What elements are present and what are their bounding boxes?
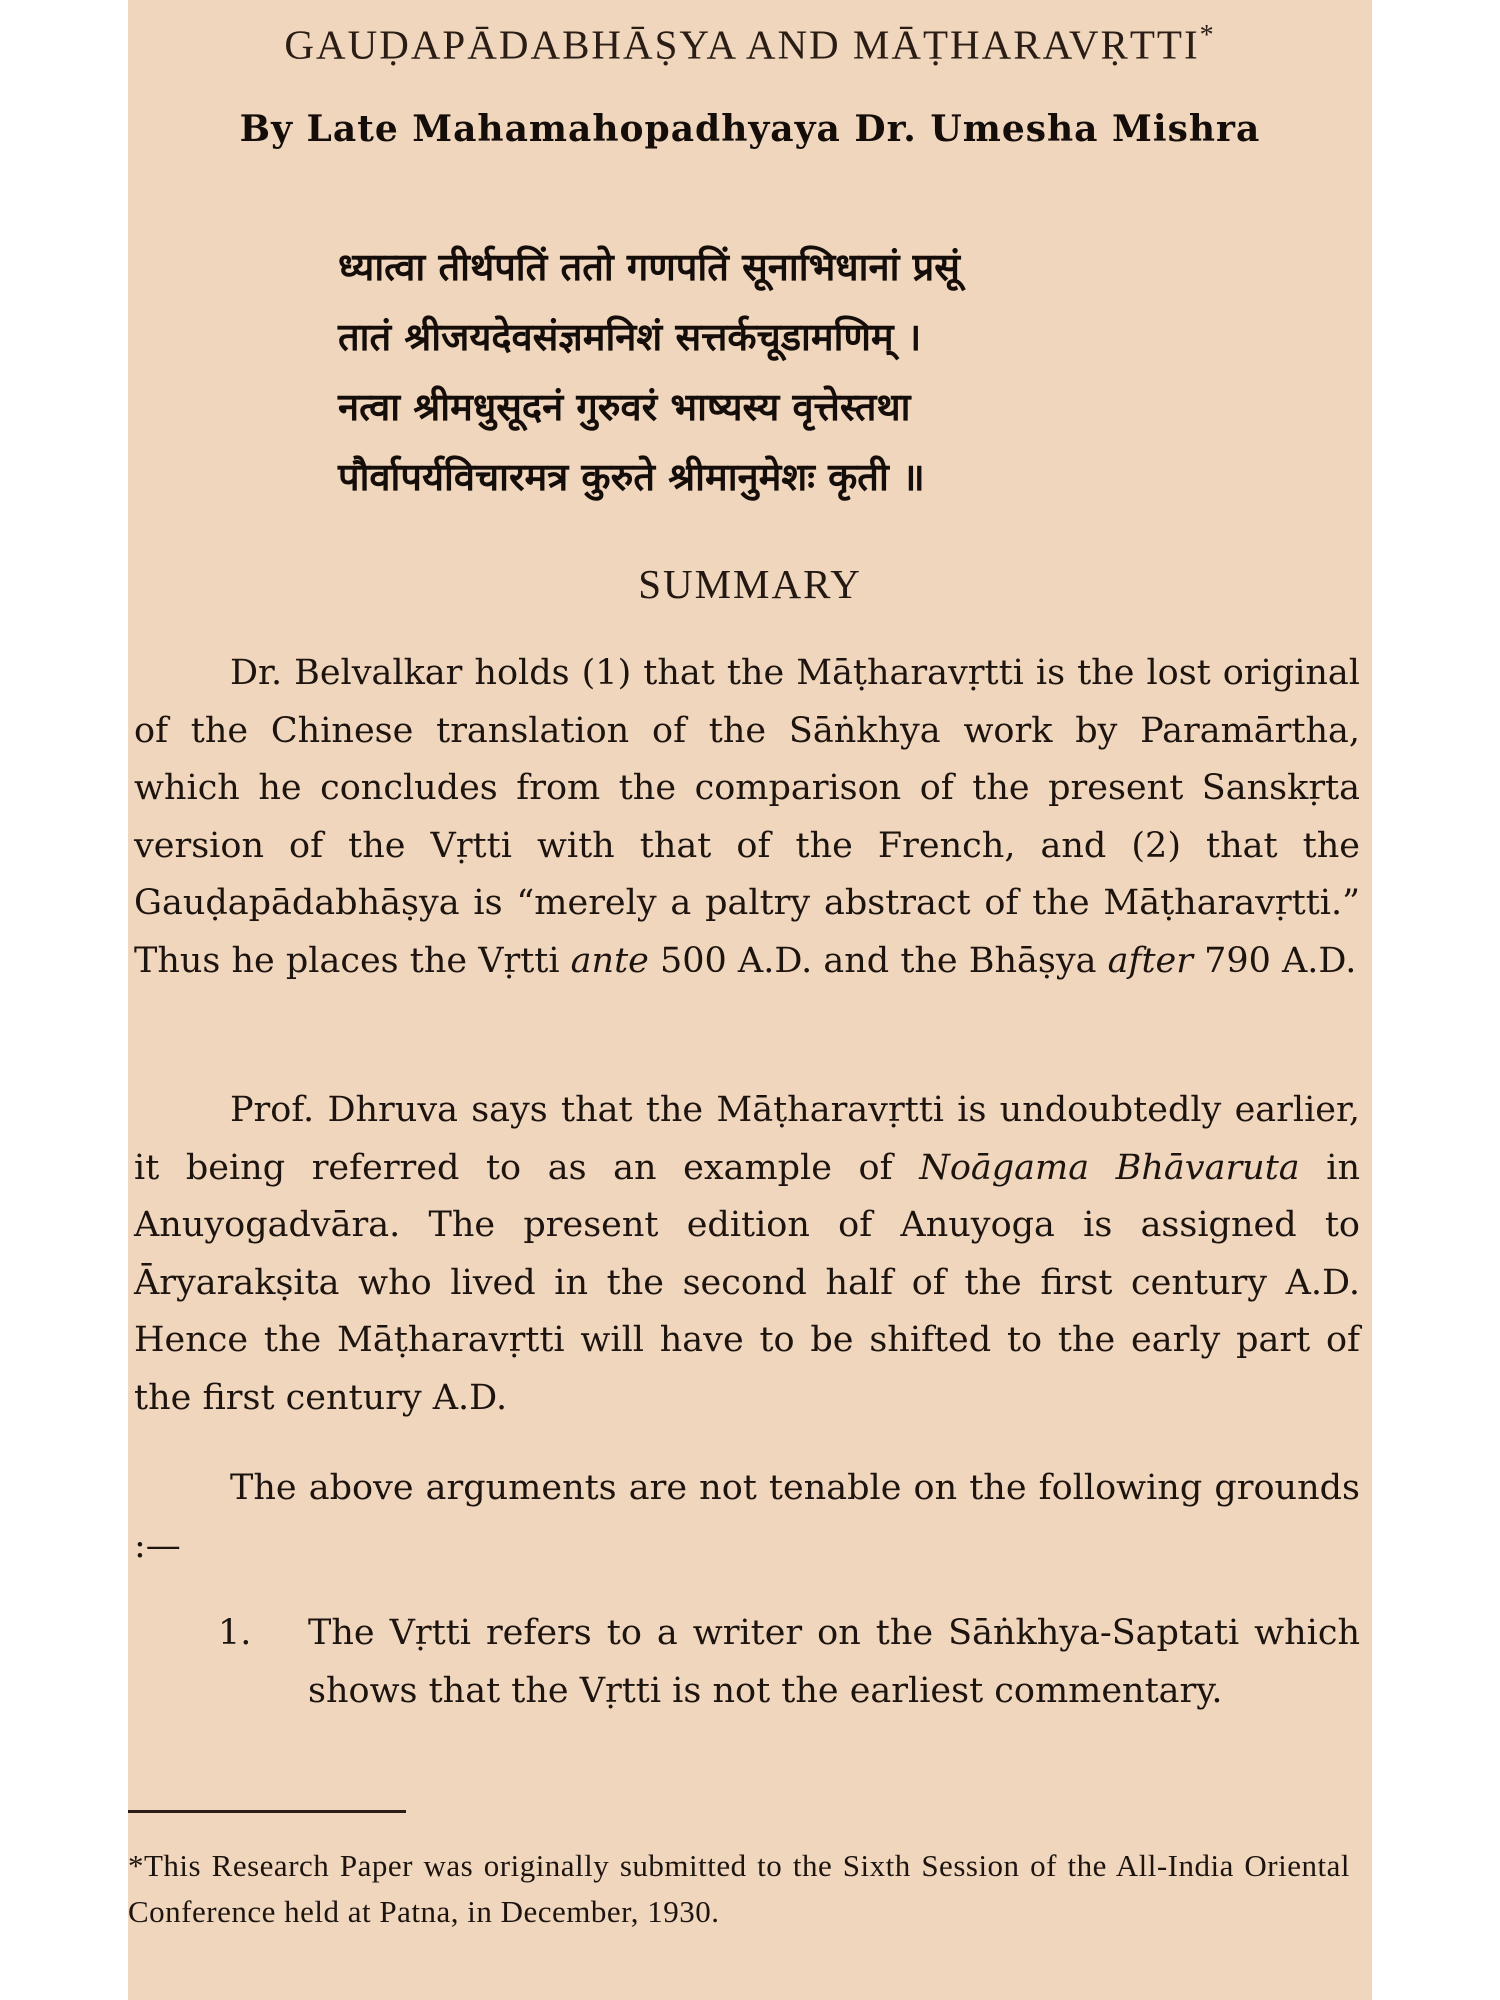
paragraph-dhruva: Prof. Dhruva says that the Māṭharavṛtti is undoubtedly earlier, it being referred to as an example of Noāgama Bhāvaruta in Anuyogadvāra. The present edition of Anuyoga is assigned to Āryarakṣita who lived in the second half of the first century A.D. Hence the Māṭharavṛtti will have to be shifted to the early part of the first century A.D.: [134, 1090, 1360, 1418]
footnote-mark: *: [128, 1848, 144, 1883]
title-footnote-mark: *: [1199, 20, 1216, 51]
verse-line: तातं श्रीजयदेवसंज्ञमनिशं सत्तर्कचूडामणिम् ।: [338, 315, 922, 359]
list-item: [218, 1605, 1360, 1720]
paper-title: [128, 20, 1372, 69]
document-page: [128, 0, 1372, 2000]
sanskrit-verses: [338, 232, 1158, 512]
list-item-text: The Vṛtti refers to a writer on the Sāṅkhya-Saptati which shows that the Vṛtti is not the earliest commentary.: [308, 1613, 1360, 1711]
paragraph-arguments: The above arguments are not tenable on the following grounds :—: [134, 1468, 1360, 1566]
summary-heading: SUMMARY: [638, 561, 862, 607]
title-text: GAUḌAPĀDABHĀṢYA AND MĀṬHARAVṚTTI: [284, 21, 1200, 68]
paragraph-belvalkar: Dr. Belvalkar holds (1) that the Māṭharavṛtti is the lost original of the Chinese translation of the Sāṅkhya work by Paramārtha, which he concludes from the comparison of the present Sanskṛta version of the Vṛtti with that of the French, and (2) that the Gauḍapādabhāṣya is “merely a paltry abstract of the Māṭharavṛtti.” Thus he places the Vṛtti ante 500 A.D. and the Bhāṣya after 790 A.D.: [134, 653, 1360, 981]
verse-line: ध्यात्वा तीर्थपतिं ततो गणपतिं सूनाभिधानां प्रसूं: [338, 245, 960, 289]
verse-line: नत्वा श्रीमधुसूदनं गुरुवरं भाष्यस्य वृत्तेस्तथा: [338, 385, 911, 429]
list-item-number: 1.: [218, 1613, 252, 1653]
footnote-text: This Research Paper was originally submitted to the Sixth Session of the All-India Oriental Conference held at Patna, in December, 1930.: [128, 1848, 1350, 1929]
author-line: By Late Mahamahopadhyaya Dr. Umesha Mishra: [239, 108, 1261, 150]
footnote: [128, 1843, 1350, 1935]
footnote-divider: [128, 1810, 406, 1813]
verse-line: पौर्वापर्यविचारमत्र कुरुते श्रीमानुमेशः कृती ॥: [338, 455, 925, 499]
